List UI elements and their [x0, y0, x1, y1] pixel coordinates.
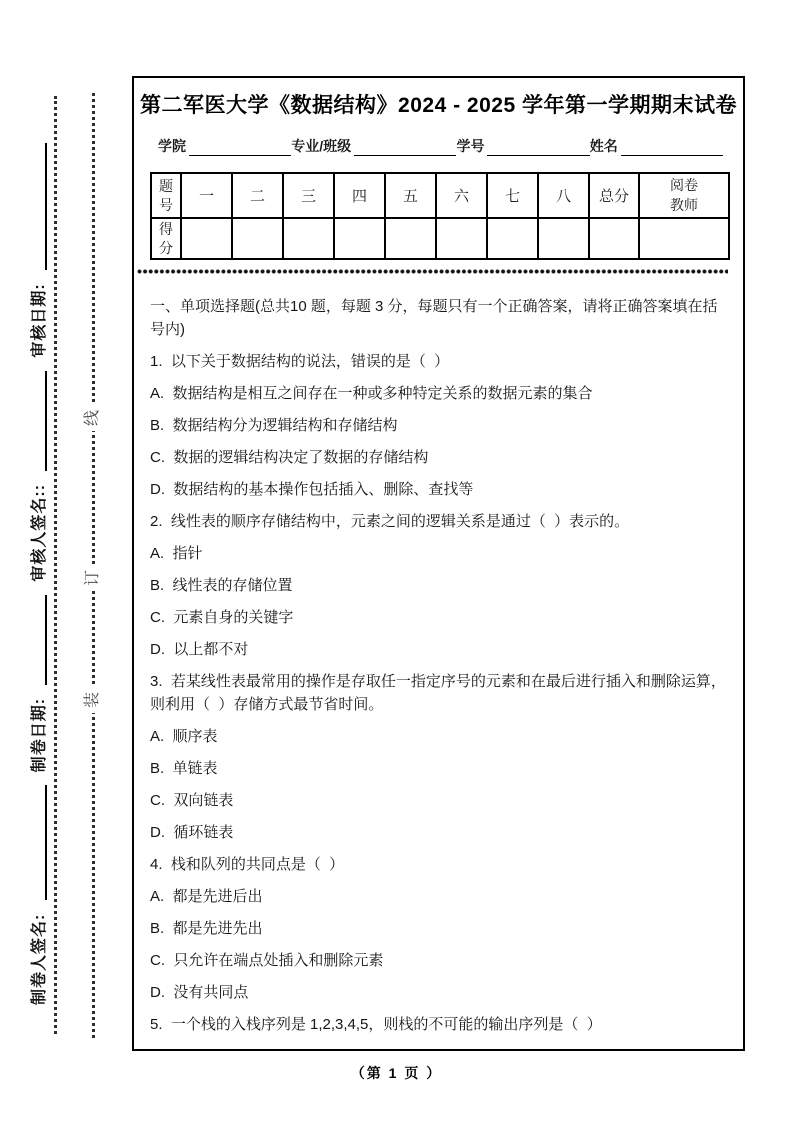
- student-field-label-name: 姓名: [589, 138, 618, 154]
- questions-area: [150, 295, 727, 1036]
- score-col-2: 二: [232, 173, 283, 218]
- exam-title: 第二军医大学《数据结构》2024 - 2025 学年第一学期期末试卷: [140, 94, 737, 117]
- score-cell-empty: [436, 218, 487, 259]
- binding-dotted-line-left: [54, 96, 57, 1034]
- score-cell-empty: [181, 218, 232, 259]
- page-footer: （第 1 页 ）: [350, 1065, 443, 1081]
- student-field-label-major-class: 专业/班级: [291, 138, 352, 154]
- score-col-4: 四: [334, 173, 385, 218]
- binding-label-maker-date: 制卷日期:: [30, 697, 48, 773]
- question-3-option-c: C. 双向链表: [150, 792, 234, 809]
- signature-blank-line: [45, 143, 47, 270]
- question-row-label-text: 题号: [158, 177, 173, 213]
- score-col-grader: [639, 173, 729, 218]
- student-info-row: [158, 136, 723, 156]
- score-col-5: 五: [385, 173, 436, 218]
- question-4-option-a: A. 都是先进后出: [150, 888, 263, 905]
- score-cell-empty: [487, 218, 538, 259]
- student-field-blank-college: [189, 155, 291, 156]
- question-4-option-c: C. 只允许在端点处插入和删除元素: [150, 952, 384, 969]
- question-4-text: 4. 栈和队列的共同点是（ ）: [150, 856, 345, 873]
- exam-content-box: [132, 76, 745, 1051]
- score-col-total: 总分: [589, 173, 639, 218]
- grader-label-text: 阅卷教师: [670, 176, 698, 213]
- binding-label-review-date: 审核日期:: [30, 283, 48, 358]
- question-4-option-d: D. 没有共同点: [150, 984, 249, 1001]
- student-field-label-student-id: 学号: [456, 138, 485, 154]
- section-heading: 一、单项选择题(总共10 题，每题 3 分，每题只有一个正确答案，请将正确答案填在括号内): [150, 298, 718, 338]
- score-col-1: 一: [181, 173, 232, 218]
- score-col-3: 三: [283, 173, 334, 218]
- binding-char-xian: 线: [81, 405, 105, 431]
- score-table-header-row: [151, 173, 729, 218]
- score-row-label: [151, 218, 181, 259]
- question-1-option-d: D. 数据结构的基本操作包括插入、删除、查找等: [150, 481, 474, 498]
- student-field-blank-student-id: [487, 155, 589, 156]
- score-row-label-text: 得分: [158, 220, 173, 256]
- score-cell-empty: [639, 218, 729, 259]
- dotted-separator: [137, 269, 728, 274]
- question-2-option-a: A. 指针: [150, 545, 203, 562]
- question-1-option-b: B. 数据结构分为逻辑结构和存储结构: [150, 417, 398, 434]
- score-cell-empty: [283, 218, 334, 259]
- student-field-blank-name: [621, 155, 723, 156]
- student-field-blank-major-class: [354, 155, 456, 156]
- question-3-option-a: A. 顺序表: [150, 728, 218, 745]
- question-3-option-b: B. 单链表: [150, 760, 218, 777]
- score-cell-empty: [538, 218, 589, 259]
- score-col-7: 七: [487, 173, 538, 218]
- question-1-option-c: C. 数据的逻辑结构决定了数据的存储结构: [150, 449, 429, 466]
- score-col-8: 八: [538, 173, 589, 218]
- score-cell-empty: [385, 218, 436, 259]
- question-2-option-c: C. 元素自身的关键字: [150, 609, 294, 626]
- score-cell-empty: [589, 218, 639, 259]
- question-3-text: 3. 若某线性表最常用的操作是存取任一指定序号的元素和在最后进行插入和删除运算，则利用（ ）存储方式最节省时间。: [150, 673, 726, 713]
- question-2-option-b: B. 线性表的存储位置: [150, 577, 293, 594]
- binding-label-maker-signature: 制卷人签名:: [30, 913, 48, 1005]
- binding-char-zhuang: 装: [81, 687, 105, 713]
- question-1-option-a: A. 数据结构是相互之间存在一种或多种特定关系的数据元素的集合: [150, 385, 593, 402]
- score-table-score-row: [151, 218, 729, 259]
- score-cell-empty: [232, 218, 283, 259]
- score-col-6: 六: [436, 173, 487, 218]
- question-1-text: 1. 以下关于数据结构的说法，错误的是（ ）: [150, 353, 450, 370]
- score-cell-empty: [334, 218, 385, 259]
- binding-char-ding: 订: [81, 565, 105, 591]
- score-table: [150, 172, 730, 260]
- question-2-option-d: D. 以上都不对: [150, 641, 249, 658]
- binding-label-reviewer-signature: 审核人签名::: [30, 483, 48, 582]
- score-table-question-row-label: [151, 173, 181, 218]
- question-5-text: 5. 一个栈的入栈序列是 1,2,3,4,5，则栈的不可能的输出序列是（ ）: [150, 1016, 602, 1033]
- student-field-label-college: 学院: [158, 138, 186, 154]
- signature-blank-line: [45, 595, 47, 685]
- question-3-option-d: D. 循环链表: [150, 824, 234, 841]
- question-4-option-b: B. 都是先进先出: [150, 920, 263, 937]
- signature-blank-line: [45, 371, 47, 471]
- question-2-text: 2. 线性表的顺序存储结构中，元素之间的逻辑关系是通过（ ）表示的。: [150, 513, 630, 530]
- signature-blank-line: [45, 785, 47, 900]
